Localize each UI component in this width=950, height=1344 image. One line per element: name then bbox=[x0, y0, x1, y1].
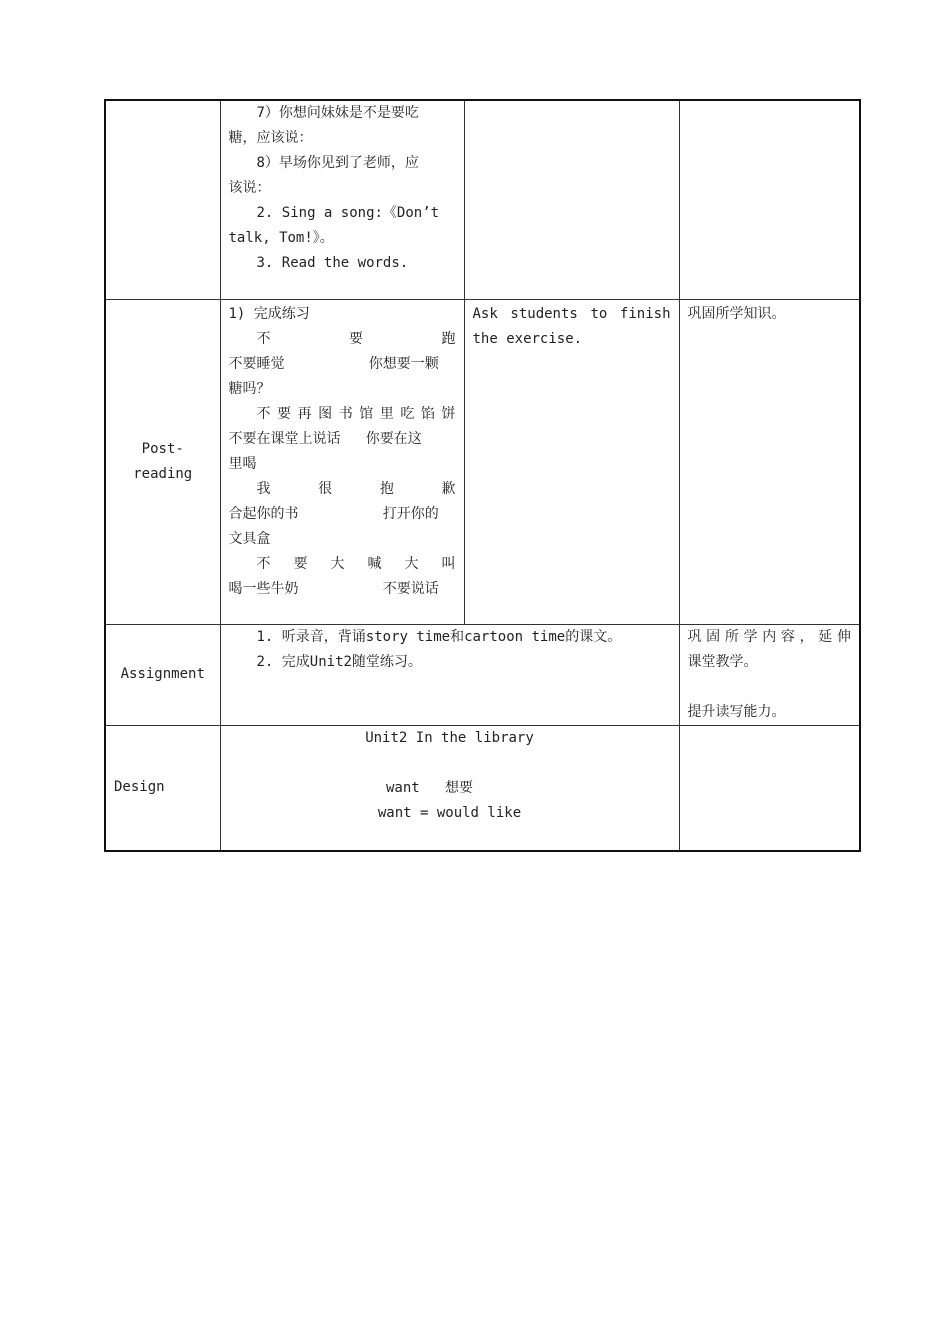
content-line: 我 很 抱 歉 bbox=[256, 480, 456, 497]
content-line: talk, Tom!》。 bbox=[228, 230, 334, 246]
design-title: Unit2 In the library bbox=[365, 729, 534, 746]
content-line: 合起你的书 打开你的 bbox=[228, 505, 439, 522]
content-line: 3. Read the words. bbox=[256, 255, 409, 271]
table-row bbox=[105, 100, 860, 299]
content-line: 喝一些牛奶 不要说话 bbox=[228, 580, 439, 597]
content-cell bbox=[220, 299, 464, 624]
content-line: 8）早场你见到了老师，应 bbox=[256, 155, 419, 171]
table-row bbox=[105, 299, 860, 624]
content-line: 1) 完成练习 bbox=[228, 305, 310, 322]
assignment-content-cell bbox=[220, 624, 679, 725]
design-line: want = would like bbox=[377, 804, 522, 821]
content-line: 糖，应该说： bbox=[228, 130, 313, 146]
spacer bbox=[688, 675, 852, 700]
purpose-cell bbox=[679, 100, 860, 299]
row-label-empty bbox=[105, 100, 220, 299]
purpose-cell bbox=[679, 624, 860, 725]
spacer bbox=[229, 751, 671, 776]
design-line: want 想要 bbox=[385, 779, 473, 796]
teacher-cell bbox=[464, 100, 679, 299]
label-line: reading bbox=[133, 465, 193, 482]
purpose-cell bbox=[679, 725, 860, 851]
content-line: 不 要 大 喊 大 叫 bbox=[256, 555, 456, 572]
content-line: 2. Sing a song:《Don’t bbox=[256, 205, 440, 221]
row-label-post-reading bbox=[105, 299, 220, 624]
table-row bbox=[105, 725, 860, 851]
purpose-line: 提升读写能力。 bbox=[687, 703, 786, 720]
assignment-line: 1. 听录音，背诵story time和cartoon time的课文。 bbox=[256, 628, 622, 645]
content-line: 里喝 bbox=[228, 455, 257, 472]
content-line: 不 要 跑 bbox=[256, 330, 456, 347]
teacher-line: Ask students to finish bbox=[472, 305, 671, 322]
content-line: 糖吗？ bbox=[228, 380, 271, 397]
lesson-plan-table bbox=[104, 99, 861, 852]
teacher-cell bbox=[464, 299, 679, 624]
content-cell bbox=[220, 100, 464, 299]
content-line: 7）你想问妹妹是不是要吃 bbox=[256, 105, 419, 121]
purpose-cell bbox=[679, 299, 860, 624]
content-line: 文具盒 bbox=[228, 530, 271, 547]
purpose-line: 课堂教学。 bbox=[687, 653, 758, 670]
content-line: 不要睡觉 你想要一颗 bbox=[228, 355, 439, 372]
assignment-line: 2. 完成Unit2随堂练习。 bbox=[256, 653, 422, 670]
design-content-cell bbox=[220, 725, 679, 851]
teacher-line: the exercise. bbox=[472, 330, 583, 347]
purpose-line: 巩固所学知识。 bbox=[687, 305, 786, 322]
row-label-design: Design bbox=[105, 725, 220, 851]
row-label-assignment: Assignment bbox=[105, 624, 220, 725]
content-line: 不要再图书馆里吃馅饼 bbox=[256, 405, 456, 422]
label-line: Post- bbox=[141, 440, 184, 457]
purpose-line: 巩固所学内容，延伸 bbox=[687, 628, 851, 645]
content-line: 该说： bbox=[228, 180, 271, 196]
table-row bbox=[105, 624, 860, 725]
content-line: 不要在课堂上说话 你要在这 bbox=[228, 430, 422, 447]
